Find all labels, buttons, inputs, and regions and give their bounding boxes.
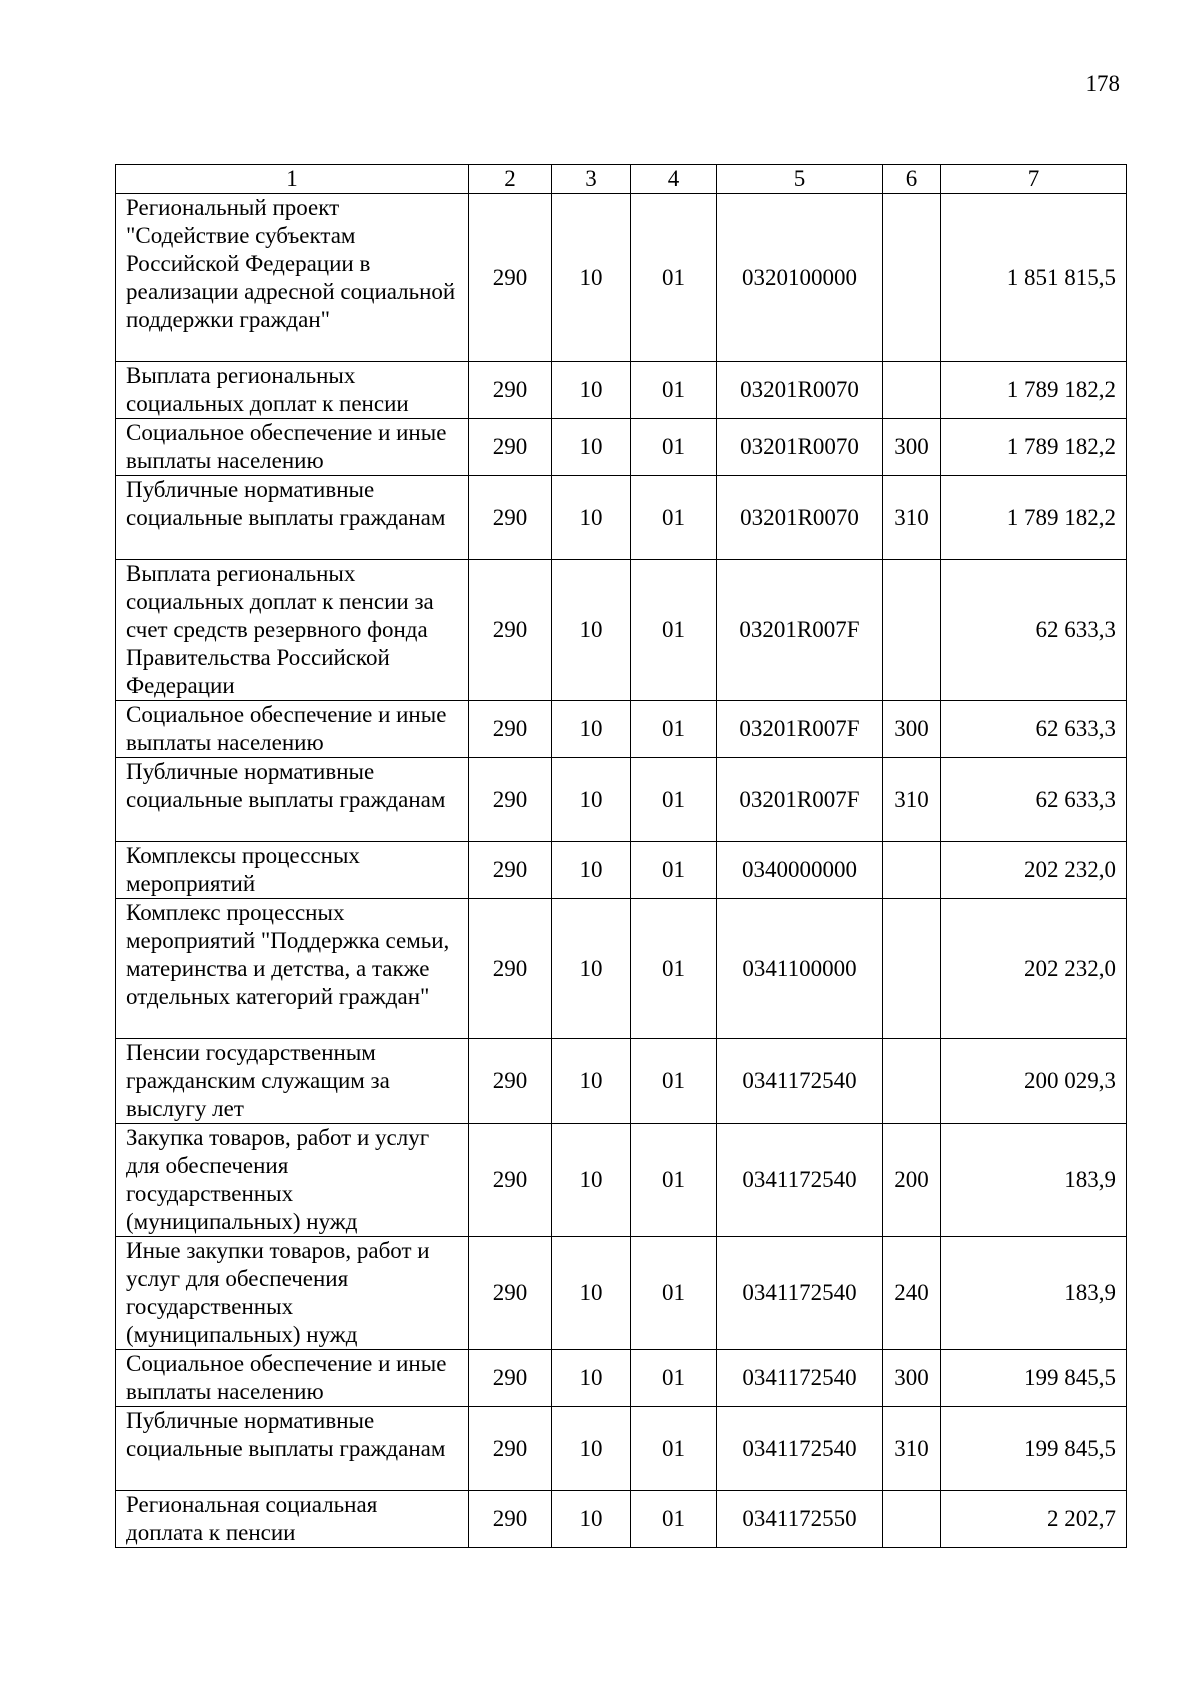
cell-code-admin: 290 <box>469 419 552 476</box>
cell-section: 10 <box>552 1039 631 1124</box>
cell-amount: 1 851 815,5 <box>941 194 1127 362</box>
cell-target-article: 03201R0070 <box>717 419 883 476</box>
table-row <box>116 758 1127 842</box>
cell-code-admin: 290 <box>469 1407 552 1491</box>
cell-code-admin: 290 <box>469 1350 552 1407</box>
cell-name: Публичные нормативные социальные выплаты гражданам <box>116 476 469 560</box>
cell-target-article: 0340000000 <box>717 842 883 899</box>
page-number: 178 <box>1085 71 1120 96</box>
table-row <box>116 1350 1127 1407</box>
cell-target-article: 03201R007F <box>717 560 883 701</box>
cell-amount: 199 845,5 <box>941 1407 1127 1491</box>
cell-section: 10 <box>552 1407 631 1491</box>
cell-subsection: 01 <box>631 1124 717 1237</box>
cell-code-admin: 290 <box>469 899 552 1039</box>
cell-expense-type <box>883 899 941 1039</box>
table-row <box>116 362 1127 419</box>
cell-code-admin: 290 <box>469 1039 552 1124</box>
cell-section: 10 <box>552 419 631 476</box>
cell-section: 10 <box>552 1124 631 1237</box>
cell-code-admin: 290 <box>469 701 552 758</box>
cell-expense-type: 300 <box>883 419 941 476</box>
cell-name: Социальное обеспечение и иные выплаты населению <box>116 419 469 476</box>
table-row <box>116 1039 1127 1124</box>
cell-subsection: 01 <box>631 194 717 362</box>
table-row <box>116 842 1127 899</box>
cell-section: 10 <box>552 701 631 758</box>
cell-target-article: 03201R0070 <box>717 362 883 419</box>
cell-subsection: 01 <box>631 1237 717 1350</box>
cell-name: Социальное обеспечение и иные выплаты населению <box>116 701 469 758</box>
cell-expense-type <box>883 1491 941 1548</box>
cell-target-article: 03201R007F <box>717 758 883 842</box>
cell-code-admin: 290 <box>469 842 552 899</box>
cell-name: Региональный проект "Содействие субъектам Российской Федерации в реализации адресной социальной поддержки граждан" <box>116 194 469 362</box>
cell-name: Закупка товаров, работ и услуг для обеспечения государственных (муниципальных) нужд <box>116 1124 469 1237</box>
header-cell: 6 <box>883 165 941 194</box>
cell-section: 10 <box>552 1491 631 1548</box>
cell-amount: 183,9 <box>941 1237 1127 1350</box>
cell-expense-type: 310 <box>883 1407 941 1491</box>
cell-target-article: 0341172540 <box>717 1350 883 1407</box>
cell-expense-type: 300 <box>883 1350 941 1407</box>
cell-amount: 62 633,3 <box>941 560 1127 701</box>
cell-target-article: 0341172540 <box>717 1237 883 1350</box>
cell-code-admin: 290 <box>469 1124 552 1237</box>
cell-subsection: 01 <box>631 362 717 419</box>
table-row <box>116 476 1127 560</box>
cell-expense-type <box>883 842 941 899</box>
cell-code-admin: 290 <box>469 758 552 842</box>
header-cell: 1 <box>116 165 469 194</box>
table-row <box>116 194 1127 362</box>
cell-subsection: 01 <box>631 476 717 560</box>
cell-name: Комплекс процессных мероприятий "Поддержка семьи, материнства и детства, а также отдельных категорий граждан" <box>116 899 469 1039</box>
cell-name: Выплата региональных социальных доплат к пенсии за счет средств резервного фонда Правительства Российской Федерации <box>116 560 469 701</box>
cell-target-article: 0341172540 <box>717 1124 883 1237</box>
cell-code-admin: 290 <box>469 362 552 419</box>
cell-amount: 199 845,5 <box>941 1350 1127 1407</box>
cell-name: Публичные нормативные социальные выплаты гражданам <box>116 758 469 842</box>
table-row <box>116 1407 1127 1491</box>
cell-section: 10 <box>552 194 631 362</box>
cell-target-article: 03201R0070 <box>717 476 883 560</box>
budget-table <box>115 164 1127 1548</box>
cell-amount: 202 232,0 <box>941 842 1127 899</box>
cell-name: Иные закупки товаров, работ и услуг для обеспечения государственных (муниципальных) нужд <box>116 1237 469 1350</box>
cell-section: 10 <box>552 758 631 842</box>
cell-subsection: 01 <box>631 842 717 899</box>
cell-amount: 1 789 182,2 <box>941 419 1127 476</box>
cell-subsection: 01 <box>631 701 717 758</box>
cell-expense-type <box>883 560 941 701</box>
cell-target-article: 0341172540 <box>717 1407 883 1491</box>
cell-code-admin: 290 <box>469 1237 552 1350</box>
cell-amount: 202 232,0 <box>941 899 1127 1039</box>
header-cell: 5 <box>717 165 883 194</box>
cell-expense-type: 310 <box>883 476 941 560</box>
table-row <box>116 419 1127 476</box>
header-cell: 2 <box>469 165 552 194</box>
cell-amount: 183,9 <box>941 1124 1127 1237</box>
cell-name: Публичные нормативные социальные выплаты гражданам <box>116 1407 469 1491</box>
header-cell: 4 <box>631 165 717 194</box>
cell-subsection: 01 <box>631 419 717 476</box>
table-row <box>116 1237 1127 1350</box>
table-row <box>116 560 1127 701</box>
cell-section: 10 <box>552 842 631 899</box>
cell-target-article: 0341172540 <box>717 1039 883 1124</box>
cell-subsection: 01 <box>631 1407 717 1491</box>
cell-expense-type <box>883 362 941 419</box>
cell-code-admin: 290 <box>469 476 552 560</box>
cell-amount: 1 789 182,2 <box>941 362 1127 419</box>
cell-subsection: 01 <box>631 1491 717 1548</box>
cell-subsection: 01 <box>631 899 717 1039</box>
cell-expense-type <box>883 1039 941 1124</box>
cell-amount: 200 029,3 <box>941 1039 1127 1124</box>
cell-section: 10 <box>552 1237 631 1350</box>
cell-section: 10 <box>552 476 631 560</box>
table-row <box>116 1124 1127 1237</box>
cell-name: Выплата региональных социальных доплат к пенсии <box>116 362 469 419</box>
cell-section: 10 <box>552 899 631 1039</box>
table-header-row <box>116 165 1127 194</box>
cell-name: Пенсии государственным гражданским служащим за выслугу лет <box>116 1039 469 1124</box>
cell-code-admin: 290 <box>469 1491 552 1548</box>
cell-code-admin: 290 <box>469 194 552 362</box>
cell-name: Комплексы процессных мероприятий <box>116 842 469 899</box>
cell-subsection: 01 <box>631 560 717 701</box>
cell-expense-type: 240 <box>883 1237 941 1350</box>
cell-name: Социальное обеспечение и иные выплаты населению <box>116 1350 469 1407</box>
cell-section: 10 <box>552 1350 631 1407</box>
cell-amount: 2 202,7 <box>941 1491 1127 1548</box>
cell-section: 10 <box>552 560 631 701</box>
cell-target-article: 0341172550 <box>717 1491 883 1548</box>
cell-target-article: 03201R007F <box>717 701 883 758</box>
cell-expense-type: 200 <box>883 1124 941 1237</box>
cell-subsection: 01 <box>631 1350 717 1407</box>
cell-section: 10 <box>552 362 631 419</box>
cell-amount: 62 633,3 <box>941 701 1127 758</box>
cell-amount: 1 789 182,2 <box>941 476 1127 560</box>
table-row <box>116 1491 1127 1548</box>
header-cell: 7 <box>941 165 1127 194</box>
cell-code-admin: 290 <box>469 560 552 701</box>
cell-subsection: 01 <box>631 1039 717 1124</box>
header-cell: 3 <box>552 165 631 194</box>
cell-target-article: 0320100000 <box>717 194 883 362</box>
cell-expense-type: 310 <box>883 758 941 842</box>
cell-expense-type: 300 <box>883 701 941 758</box>
cell-amount: 62 633,3 <box>941 758 1127 842</box>
table-row <box>116 899 1127 1039</box>
table-row <box>116 701 1127 758</box>
cell-subsection: 01 <box>631 758 717 842</box>
cell-name: Региональная социальная доплата к пенсии <box>116 1491 469 1548</box>
cell-target-article: 0341100000 <box>717 899 883 1039</box>
cell-expense-type <box>883 194 941 362</box>
